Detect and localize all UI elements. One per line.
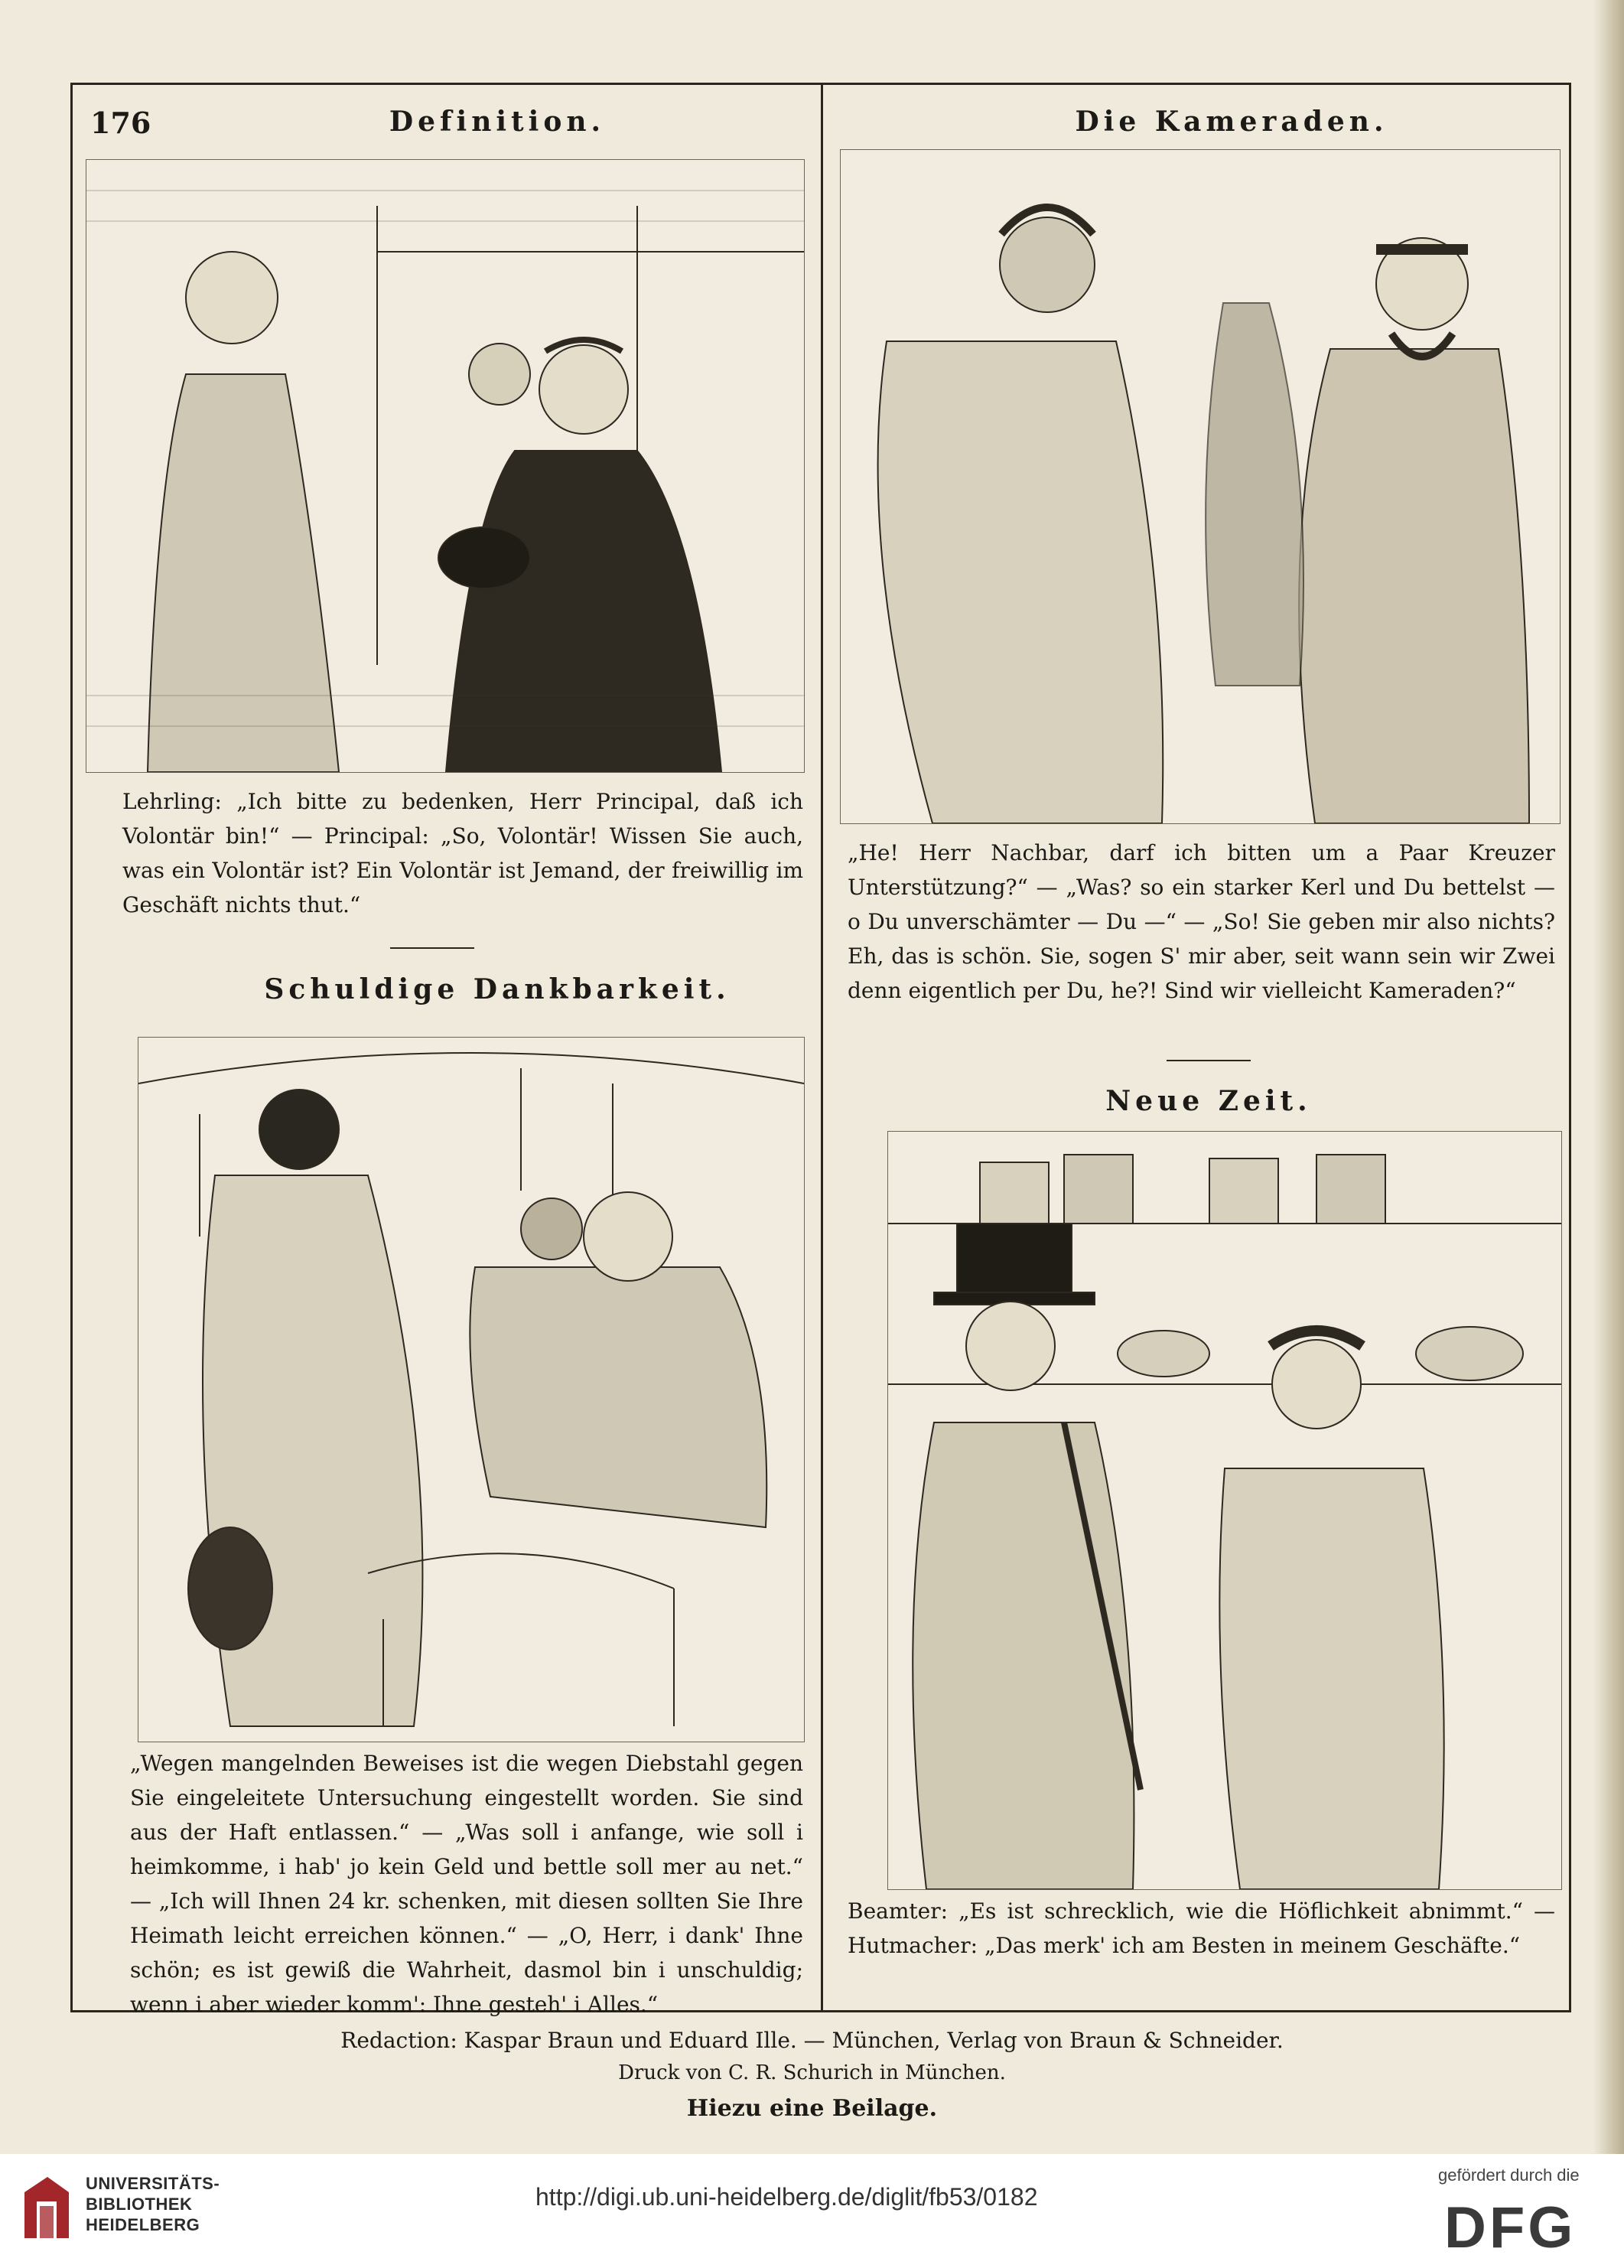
funding-note: gefördert durch die [1438, 2165, 1580, 2185]
panel-title-definition: Definition. [389, 106, 606, 138]
column-divider [821, 84, 823, 2012]
footer-redaction: Redaction: Kaspar Braun und Eduard Ille. — München, Verlag von Braun & Schneider. [340, 2028, 1284, 2053]
panel-title-dankbarkeit: Schuldige Dankbarkeit. [264, 973, 731, 1005]
page-edge-shadow [1593, 0, 1624, 2154]
footer-printer: Druck von C. R. Schurich in München. [618, 2061, 1006, 2084]
illustration-dankbarkeit [138, 1037, 805, 1742]
caption-dankbarkeit: „Wegen mangelnden Beweises ist die wegen Diebstahl gegen Sie eingeleitete Untersuchung eingestellt worden. Sie sind aus der Haft entlassen.“ — „Was soll i anfange, wie soll i heimkomme, i hab' jo kein Geld und bettle soll mer au net.“ — „Ich will Ihnen 24 kr. schenken, mit diesen sollten Sie Ihre Heimath leicht erreichen können.“ — „O, Herr, i dank' Ihne schön; es ist gewiß die Wahrheit, dasmol bin i unschuldig; wenn i aber wieder komm': Ihne gesteh' i Alles.“ [130, 1751, 803, 2017]
panel-title-kameraden: Die Kameraden. [1075, 106, 1388, 138]
caption-definition: Lehrling: „Ich bitte zu bedenken, Herr Principal, daß ich Volontär bin!“ — Principal: „So, Volontär! Wissen Sie auch, was ein Volontär ist? Ein Volontär ist Jemand, der freiwillig im Geschäft nichts thut.“ [122, 789, 803, 917]
caption-neue-zeit: Beamter: „Es ist schrecklich, wie die Höflichkeit abnimmt.“ — Hutmacher: „Das merk' ich am Besten in meinem Geschäfte.“ [848, 1898, 1555, 1958]
footer-supplement: Hiezu eine Beilage. [686, 2095, 938, 2122]
illustration-neue-zeit [887, 1131, 1562, 1890]
illustration-definition [86, 159, 805, 773]
dfg-logo: DFG [1444, 2195, 1577, 2260]
caption-kameraden: „He! Herr Nachbar, darf ich bitten um a Paar Kreuzer Unterstützung?“ — „Was? so ein starker Kerl und Du bettelst — o Du unverschämter — Du —“ — „So! Sie geben mir also nichts? Eh, das is schön. Sie, sogen S' mir aber, seit wann sein wir Zwei denn eigentlich per Du, he?! Sind wir vielleicht Kameraden?“ [848, 840, 1555, 1003]
section-rule [390, 947, 474, 949]
page-number: 176 [90, 106, 151, 140]
panel-title-neue-zeit: Neue Zeit. [1105, 1085, 1312, 1117]
illustration-kameraden [840, 149, 1561, 824]
university-library-name: UNIVERSITÄTS- BIBLIOTHEK HEIDELBERG [86, 2174, 220, 2234]
digitization-url[interactable]: http://digi.ub.uni-heidelberg.de/diglit/fb53/0182 [535, 2183, 1038, 2211]
section-rule [1167, 1060, 1251, 1061]
university-library-logo [17, 2169, 76, 2246]
